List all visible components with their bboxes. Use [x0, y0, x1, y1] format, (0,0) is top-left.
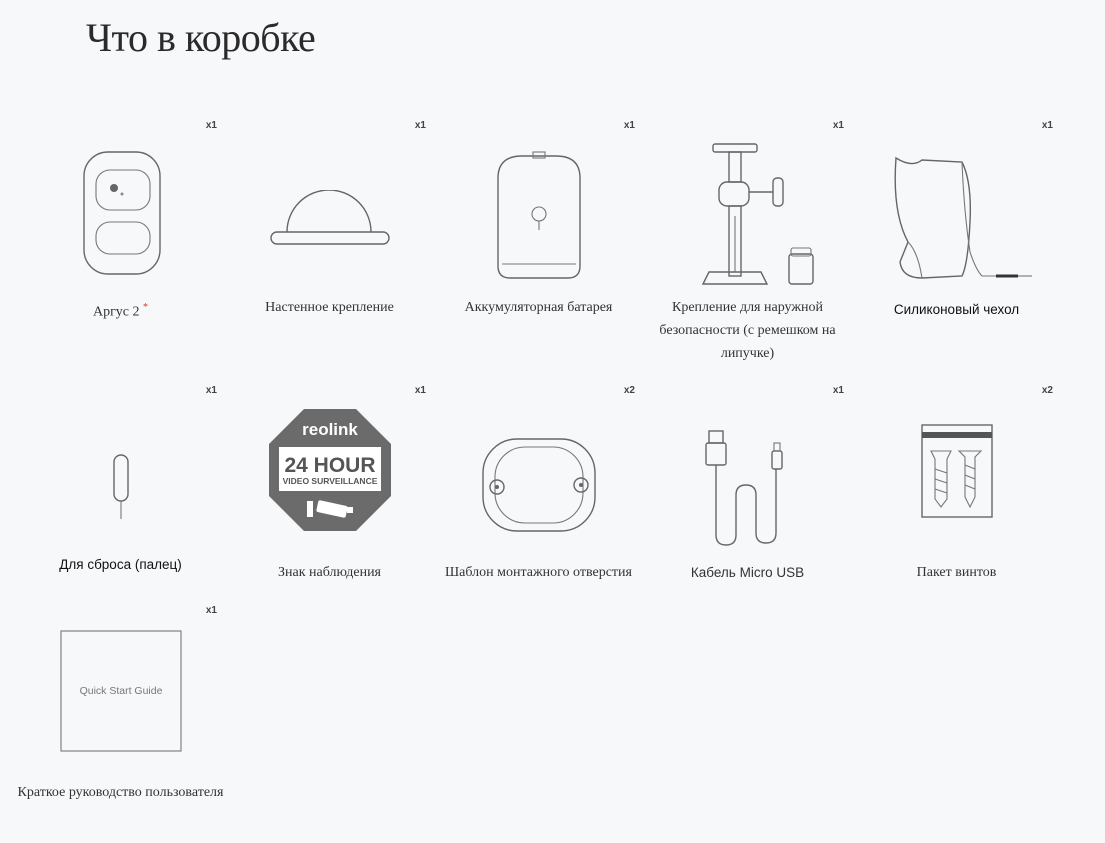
sign-headline: 24 HOUR [283, 454, 376, 477]
guide-cover-text: Quick Start Guide [79, 685, 162, 697]
sign-brand: reolink [301, 420, 358, 439]
item-label: Краткое руководство пользователя [17, 785, 224, 800]
item-label: Пакет винтов [916, 565, 997, 580]
battery-icon [484, 148, 594, 288]
camera-icon [76, 148, 166, 278]
reset-needle-icon [106, 451, 136, 523]
sign-subtitle: VIDEO SURVEILLANCE [282, 476, 377, 486]
item-quantity: x1 [832, 385, 844, 396]
item-quantity: x1 [832, 120, 844, 131]
silicone-skin-icon [872, 152, 1042, 282]
item-label: Кабель Micro USB [690, 565, 805, 580]
item-quantity: x1 [205, 120, 217, 131]
outdoor-mount-icon [673, 136, 823, 286]
usb-cable-icon [693, 425, 803, 550]
item-label: Крепление для наружной безопасности (с ремешком на липучке) [659, 300, 836, 361]
item-label: Шаблон монтажного отверстия [445, 565, 632, 580]
item-label: Силиконовый чехол [893, 302, 1020, 317]
item-label: Для сброса (палец) [59, 557, 182, 572]
item-label: Аккумуляторная батарея [464, 300, 613, 315]
quick-start-guide-icon [59, 629, 183, 753]
item-quantity: x1 [1041, 120, 1053, 131]
wall-mount-icon [265, 190, 395, 250]
item-quantity: x1 [205, 385, 217, 396]
item-label: Настенное крепление [265, 300, 394, 315]
item-quantity: x2 [623, 385, 635, 396]
item-quantity: x1 [623, 120, 635, 131]
item-label: Знак наблюдения [278, 565, 381, 580]
item-quantity: x1 [414, 385, 426, 396]
item-label: Аргус 2 * [92, 302, 149, 320]
page-title: Что в коробке [86, 15, 316, 60]
screw-pack-icon [919, 421, 995, 521]
surveillance-sign-icon [267, 407, 393, 533]
item-quantity: x1 [205, 605, 217, 616]
item-quantity: x1 [414, 120, 426, 131]
mounting-template-icon [479, 435, 599, 535]
item-quantity: x2 [1041, 385, 1053, 396]
